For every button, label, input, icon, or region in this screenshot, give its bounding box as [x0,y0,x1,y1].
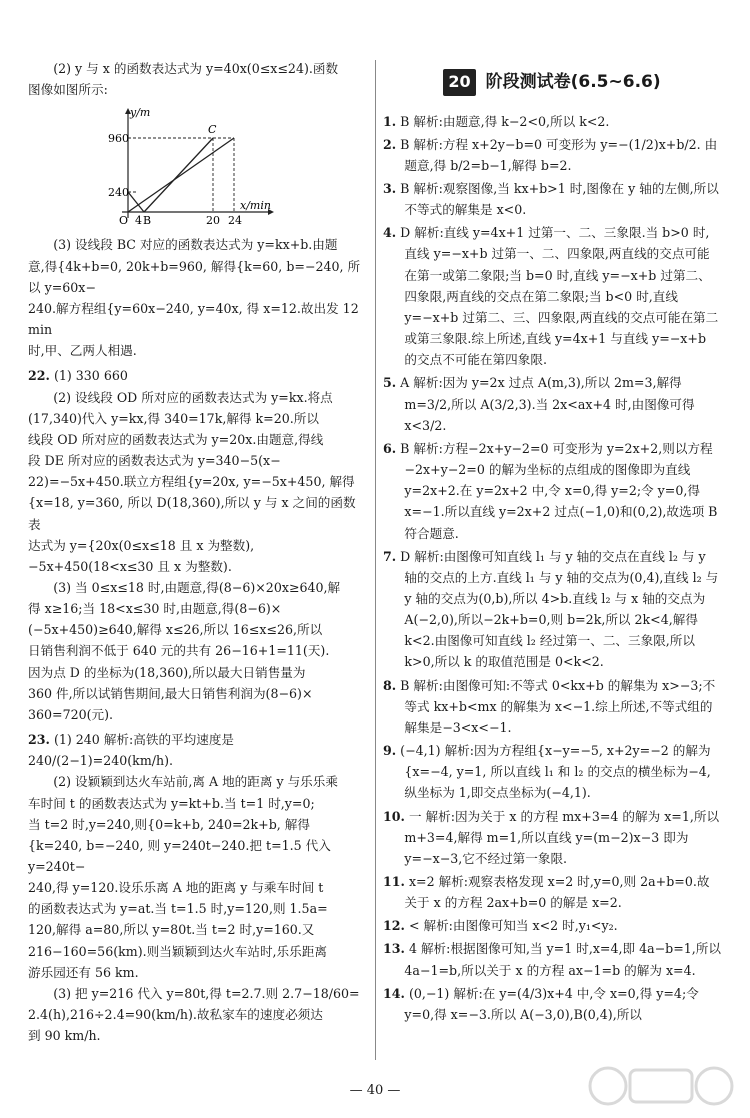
page-number: — 40 — [349,1083,401,1098]
x-tick-4: 4 [135,214,142,225]
answer-item: 10. 一 解析:因为关于 x 的方程 mx+3=4 的解为 x=1,所以 m+3=4,解得 m=1,所以直线 y=(m−2)x−3 即为 y=−x−3,它不经过第一象限. [383,808,720,866]
x-axis-label: x/min [240,199,271,213]
q22-line9: (3) 当 0≤x≤18 时,由题意,得(8−6)×20x≥640,解 [53,579,341,595]
q23-line3: 车时间 t 的函数表达式为 y=kt+b.当 t=1 时,y=0; [28,795,315,811]
q22-line11: (−5x+450)≥640,解得 x≤26,所以 16≤x≤26,所以 [28,622,323,638]
q23-line6: 240,得 y=120.设乐乐离 A 地的距离 y 与乘车时间 t [28,880,324,896]
q21-part3-line2: 意,得{4k+b=0, 20k+b=960, 解得{k=60, b=−240, 所以 y=60x− [28,258,361,295]
right-column [383,58,721,1027]
q21-part2-line2: 图像如图所示: [28,82,108,98]
distance-time-graph [108,106,368,230]
q21-part2-line1: (2) y 与 x 的函数表达式为 y=40x(0≤x≤24).函数 [53,61,339,76]
q22-line5: 段 DE 所对应的函数表达式为 y=340−5(x− [28,453,281,469]
section-number-badge: 20 [443,69,475,96]
q21-part3-line4: 时,甲、乙两人相遇. [28,343,137,359]
answer-item: 9. (−4,1) 解析:因为方程组{x−y=−5, x+2y=−2 的解为{x=−4, y=1, 所以直线 l₁ 和 l₂ 的交点的横坐标为−4,纵坐标为 1,即交点坐标为(−4,1). [383,743,711,801]
watermark-logo [586,1060,736,1112]
graph-svg [108,106,278,224]
left-column [28,58,368,1046]
q22-line15: 360=720(元). [28,706,114,722]
line-BC [144,138,213,212]
y-axis-label: y/m [130,106,151,120]
q22-line4: 线段 OD 所对应的函数表达式为 y=20x.由题意,得线 [28,431,324,447]
q22-line12: 日销售利润不低于 640 元的共有 26−16+1=11(天). [28,643,330,659]
q22-line3: (17,340)代入 y=kx,得 340=17k,解得 k=20.所以 [28,410,319,426]
q22-line2: (2) 设线段 OD 所对应的函数表达式为 y=kx.将点 [53,389,333,405]
column-divider [375,60,376,1060]
q22-number: 22. [28,368,50,384]
q23-line11: (3) 把 y=216 代入 y=80t,得 t=2.7.则 2.7−18/60= [53,985,360,1001]
answer-item: 7. D 解析:由图像可知直线 l₁ 与 y 轴的交点在直线 l₂ 与 y 轴的交点的上方.直线 l₁ 与 y 轴的交点为(0,4),直线 l₂ 与 y 轴的交点为(0,b),所以 4>b.直线 l₂ 与 x 轴的交点为 A(−2,0),所以−2k+b=0,则 b=2k,所以 2k<4,解得 k<2.由图像可知直线 l₂ 经过第一、二、三象限,所以 k>0,所以 k 的取值范围是 0<k<2. [383,548,719,670]
y-tick-960: 960 [108,132,129,146]
q22-line10: 得 x≥16;当 18<x≤30 时,由题意,得(8−6)× [28,601,282,617]
q22-line1: (1) 330 660 [53,368,128,384]
q23-line12: 2.4(h),216÷2.4=90(km/h).故私家车的速度必须达 [28,1007,323,1023]
x-tick-20: 20 [206,214,220,225]
answer-item: 12. < 解析:由图像可知当 x<2 时,y₁<y₂. [383,918,618,934]
q21-part3-line1: (3) 设线段 BC 对应的函数表达式为 y=kx+b.由题 [53,237,338,253]
x-tick-24: 24 [228,214,242,225]
origin-label: O [119,214,129,225]
q22-line6: 22)=−5x+450.联立方程组{y=20x, y=−5x+450, 解得 [28,474,355,490]
line-OC [128,138,234,212]
point-B-label: B [143,214,152,225]
answer-item: 14. (0,−1) 解析:在 y=(4/3)x+4 中,令 x=0,得 y=4;令 y=0,得 x=−3.所以 A(−3,0),B(0,4),所以 [383,985,699,1022]
section-header [383,68,721,97]
q23-line1: (1) 240 解析:高铁的平均速度是 240/(2−1)=240(km/h). [28,732,235,769]
y-tick-240: 240 [108,186,129,200]
answer-item: 1. B 解析:由题意,得 k−2<0,所以 k<2. [383,113,610,129]
q23-line7: 的函数表达式为 y=at.当 t=1.5 时,y=120,则 1.5a= [28,901,328,917]
q23-line9: 216−160=56(km).则当颖颖到达火车站时,乐乐距离 [28,943,327,959]
answer-item: 4. D 解析:直线 y=4x+1 过第一、二、三象限.当 b>0 时,直线 y=−x+b 过第一、二、四象限,两直线的交点可能在第一或第二象限;当 b=0 时,直线 y=−x+b 过第二、四象限,两直线的交点在第二象限;当 b<0 时,直线 y=−x+b 过第二、三、四象限,两直线的交点可能在第二或第三象限.综上所述,直线 y=4x+1 与直线 y=−x+b 的交点不可能在第四象限. [383,225,719,368]
q21-part3-line3: 240.解方程组{y=60x−240, y=40x, 得 x=12.故出发 12 min [28,300,359,338]
answer-item: 3. B 解析:观察图像,当 kx+b>1 时,图像在 y 轴的左侧,所以不等式的解集是 x<0. [383,181,719,218]
answer-item: 5. A 解析:因为 y=2x 过点 A(m,3),所以 2m=3,解得 m=3/2,所以 A(3/2,3).当 2x<ax+4 时,由图像可得 x<3/2. [383,375,695,433]
point-C-label: C [208,123,217,137]
answer-item: 2. B 解析:方程 x+2y−b=0 可变形为 y=−(1/2)x+b/2. 由题意,得 b/2=b−1,解得 b=2. [383,136,718,173]
q23-line8: 120,解得 a=80,所以 y=80t.当 t=2 时,y=160.又 [28,922,315,938]
answer-item: 11. x=2 解析:观察表格发现 x=2 时,y=0,则 2a+b=0.故关于 x 的方程 2ax+b=0 的解是 x=2. [383,874,710,911]
q22-line7: {x=18, y=360, 所以 D(18,360),所以 y 与 x 之间的函数表 [28,495,356,532]
answer-item: 8. B 解析:由图像可知:不等式 0<kx+b 的解集为 x>−3;不等式 kx+b<mx 的解集为 x<−1.综上所述,不等式组的解集是−3<x<−1. [383,677,716,735]
q23-line13: 到 90 km/h. [28,1028,101,1044]
q23-number: 23. [28,732,50,748]
q22-line14: 360 件,所以试销售期间,最大日销售利润为(8−6)× [28,685,313,701]
q23-line10: 游乐园还有 56 km. [28,964,139,980]
section-title: 阶段测试卷(6.5~6.6) [485,72,661,92]
q23-line5: {k=240, b=−240, 则 y=240t−240.把 t=1.5 代入 y=240t− [28,837,331,874]
answer-item: 13. 4 解析:根据图像可知,当 y=1 时,x=4,即 4a−b=1,所以 4a−1=b,所以关于 x 的方程 ax−1=b 的解为 x=4. [383,941,721,978]
q22-line8: 达式为 y={20x(0≤x≤18 且 x 为整数), −5x+450(18<x≤30 且 x 为整数). [28,537,255,574]
q23-line4: 当 t=2 时,y=240,则{0=k+b, 240=2k+b, 解得 [28,816,310,832]
q23-line2: (2) 设颖颖到达火车站前,离 A 地的距离 y 与乐乐乘 [53,774,338,790]
q22-line13: 因为点 D 的坐标为(18,360),所以最大日销售量为 [28,664,306,680]
answer-item: 6. B 解析:方程−2x+y−2=0 可变形为 y=2x+2,则以方程−2x+y−2=0 的解为坐标的点组成的图像即为直线 y=2x+2.在 y=2x+2 中,令 x=0,得 y=2;令 y=0,得 x=−1.所以直线 y=2x+2 过点(−1,0)和(0,2),故选项 B 符合题意. [383,440,718,541]
